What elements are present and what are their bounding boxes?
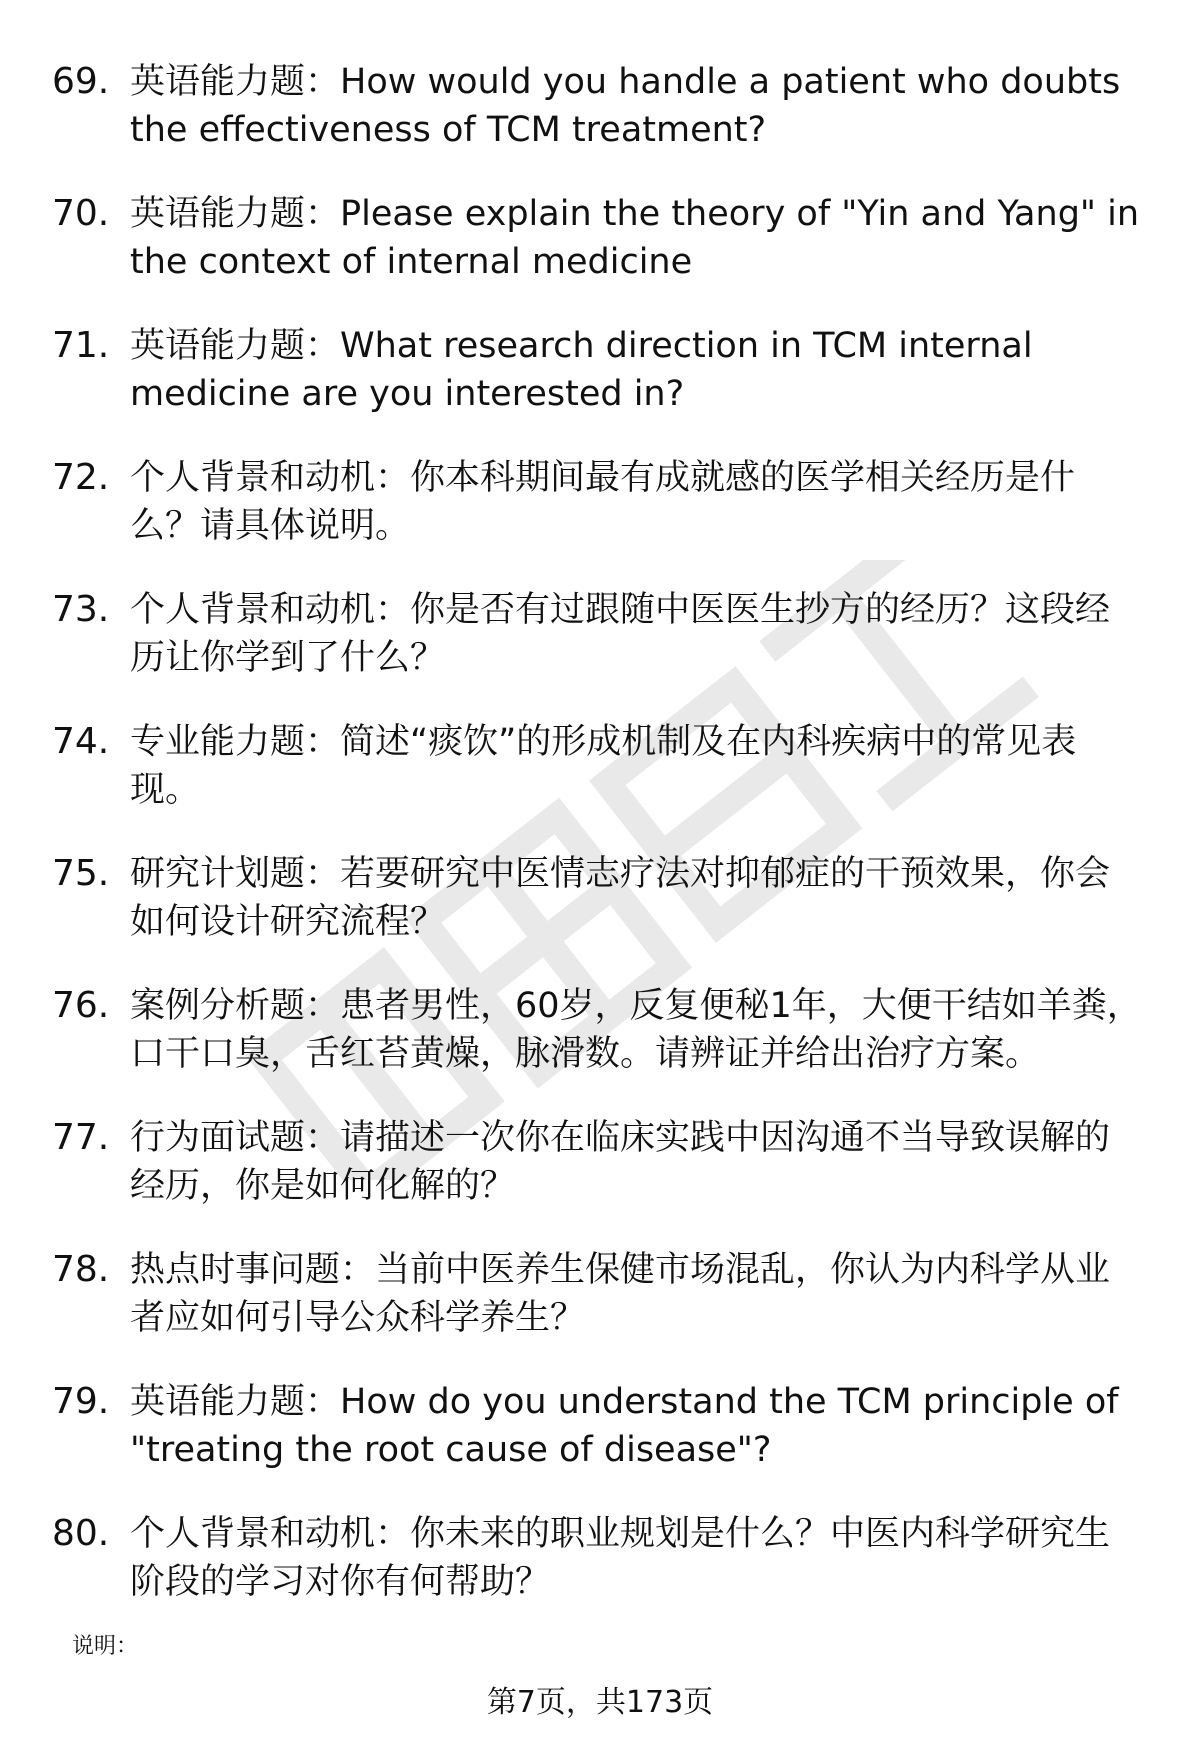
question-item: [52, 1246, 1142, 1378]
question-item: [52, 850, 1142, 982]
question-number: 69.: [52, 61, 110, 102]
question-number: 75.: [52, 853, 110, 894]
question-text: 行为面试题：请描述一次你在临床实践中因沟通不当导致误解的经历，你是如何化解的？: [130, 1118, 1111, 1206]
question-item: [52, 322, 1142, 454]
question-item: [52, 718, 1142, 850]
question-text: 英语能力题：How would you handle a patient who doubts the effectiveness of TCM treatment?: [130, 62, 1121, 150]
question-item: [52, 1378, 1142, 1510]
page-number-footer: 第7页，共173页: [486, 1685, 714, 1720]
question-text: 英语能力题：Please explain the theory of "Yin and Yang" in the context of internal medicine: [130, 194, 1140, 282]
note-label: 说明：: [72, 1634, 139, 1659]
question-text: 个人背景和动机：你是否有过跟随中医医生抄方的经历？这段经历让你学到了什么？: [130, 590, 1111, 678]
question-number: 72.: [52, 457, 110, 498]
question-number: 76.: [52, 985, 110, 1026]
question-number: 71.: [52, 325, 110, 366]
question-number: 77.: [52, 1117, 110, 1158]
question-item: [52, 586, 1142, 718]
question-list: [52, 58, 1142, 1642]
question-number: 80.: [52, 1513, 110, 1554]
question-number: 74.: [52, 721, 110, 762]
question-item: [52, 1114, 1142, 1246]
question-text: 专业能力题：简述“痰饮”的形成机制及在内科疾病中的常见表现。: [130, 722, 1077, 810]
question-text: 个人背景和动机：你未来的职业规划是什么？中医内科学研究生阶段的学习对你有何帮助？: [130, 1514, 1111, 1602]
question-item: [52, 454, 1142, 586]
question-text: 研究计划题：若要研究中医情志疗法对抑郁症的干预效果，你会如何设计研究流程？: [130, 854, 1111, 942]
question-text: 英语能力题：What research direction in TCM internal medicine are you interested in?: [130, 326, 1033, 414]
question-number: 70.: [52, 193, 110, 234]
question-text: 热点时事问题：当前中医养生保健市场混乱，你认为内科学从业者应如何引导公众科学养生？: [130, 1250, 1111, 1338]
question-item: [52, 190, 1142, 322]
question-number: 79.: [52, 1381, 110, 1422]
question-text: 个人背景和动机：你本科期间最有成就感的医学相关经历是什么？请具体说明。: [130, 458, 1076, 546]
question-item: [52, 1510, 1142, 1642]
question-number: 73.: [52, 589, 110, 630]
question-text: 案例分析题：患者男性，60岁，反复便秘1年，大便干结如羊粪，口干口臭，舌红苔黄燥，脉滑数。请辨证并给出治疗方案。: [130, 986, 1142, 1074]
question-item: [52, 982, 1142, 1114]
question-text: 英语能力题：How do you understand the TCM principle of "treating the root cause of disease"?: [130, 1382, 1119, 1470]
question-item: [52, 58, 1142, 190]
question-number: 78.: [52, 1249, 110, 1290]
